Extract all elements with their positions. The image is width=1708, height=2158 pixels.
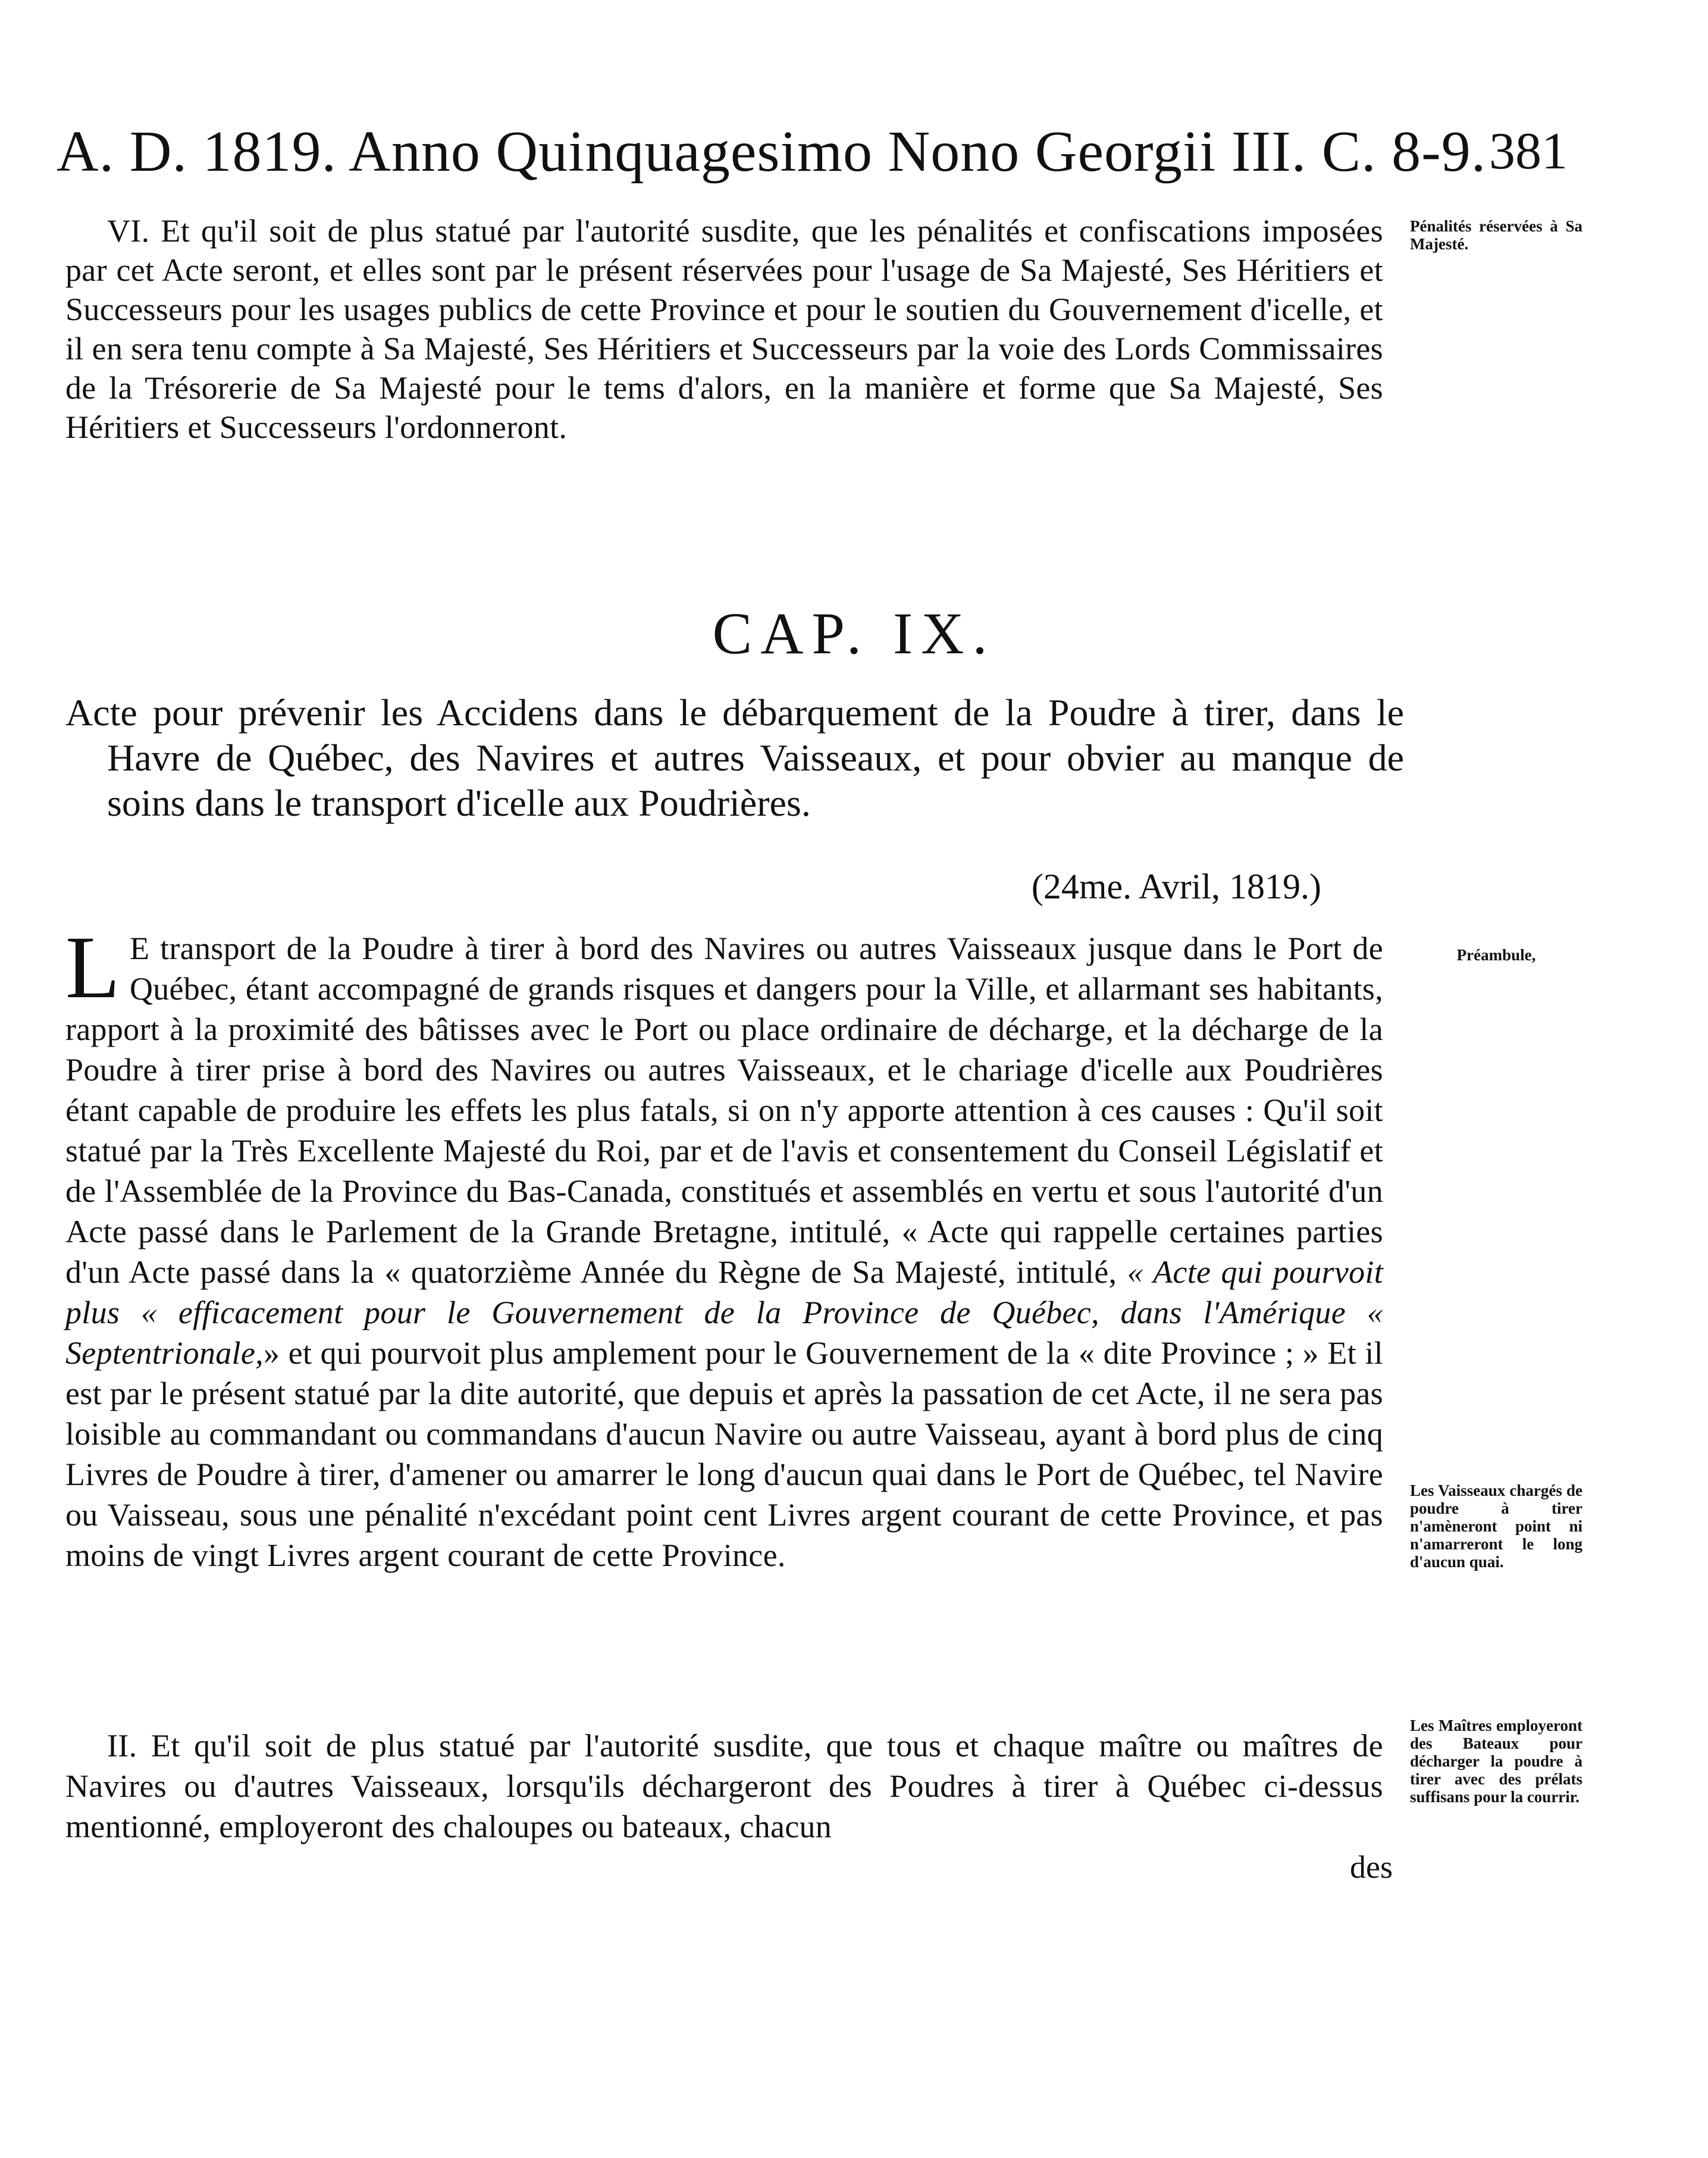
chapter-heading: CAP. IX.: [712, 600, 996, 666]
section-ii-paragraph: II. Et qu'il soit de plus statué par l'autorité susdite, que tous et chaque maître ou maîtres de Navires ou d'autres Vaisseaux, lorsqu'ils déchargeront des Poudres à tirer à Québec ci-dessus mentionné, employeront des chaloupes ou bateaux, chacun: [65, 1728, 1383, 1844]
margin-note-preambule: Préambule,: [1456, 946, 1536, 964]
page-number: 381: [1489, 123, 1568, 180]
margin-note-maitres: Les Maîtres employeront des Bateaux pour décharger la poudre à tirer avec des prélats suffisans pour la courrir.: [1410, 1717, 1582, 1806]
preamble-text-a: E transport de la Poudre à tirer à bord des Navires ou autres Vaisseaux jusque dans le Port de Québec, étant accompagné de grands risques et dangers pour la Ville, et allarmant ses habitants, rapport à la proximité des bâtisses avec le Port ou place ordinaire de décharge, et la décharge de la Poudre à tirer prise à bord des Navires ou autres Vaisseaux, et le chariage d'icelle aux Poudrières étant capable de produire les effets les plus fatals, si on n'y apporte attention à ces causes : Qu'il soit statué par la Très Excellente Majesté du Roi, par et de l'avis et consentement du Conseil Législatif et de l'Assemblée de la Province du Bas-Canada, constitués et assemblés en vertu et sous l'autorité d'un Acte passé dans le Parlement de la Grande Bretagne, intitulé, « Acte qui rappelle certaines parties d'un Acte passé dans la « quatorzième Année du Règne de Sa Majesté, intitulé,: [65, 931, 1383, 1290]
catchword: des: [1350, 1849, 1393, 1885]
page-header: [57, 110, 1568, 193]
act-title: Acte pour prévenir les Accidens dans le débarquement de la Poudre à tirer, dans le Havre de Québec, des Navires et autres Vaisseaux, et pour obvier au manque de soins dans le transport d'icelle aux Poudrières.: [65, 691, 1404, 824]
drop-cap: L: [65, 918, 120, 1017]
margin-note-vaisseaux: Les Vaisseaux chargés de poudre à tirer n'amèneront point ni n'amarreront le long d'aucun quai.: [1410, 1482, 1582, 1571]
margin-note-penalites: Pénalités réservées à Sa Majesté.: [1410, 217, 1582, 253]
section-vi-paragraph: VI. Et qu'il soit de plus statué par l'autorité susdite, que les pénalités et confiscations imposées par cet Acte seront, et elles sont par le présent réservées pour l'usage de Sa Majesté, Ses Héritiers et Successeurs pour les usages publics de cette Province et pour le soutien du Gouvernement d'icelle, et il en sera tenu compte à Sa Majesté, Ses Héritiers et Successeurs par la voie des Lords Commissaires de la Trésorerie de Sa Majesté pour le tems d'alors, en la manière et forme que Sa Majesté, Ses Héritiers et Successeurs l'ordonneront.: [65, 213, 1383, 445]
preamble-text-b: » et qui pourvoit plus amplement pour le Gouvernement de la « dite Province ; » Et il est par le présent statué par la dite autorité, que depuis et après la passation de cet Acte, il ne sera pas loisible au commandant ou commandans d'aucun Navire ou autre Vaisseau, ayant à bord plus de cinq Livres de Poudre à tirer, d'amener ou amarrer le long d'aucun quai dans le Port de Québec, tel Navire ou Vaisseau, sous une pénalité n'excédant point cent Livres argent courant de cette Province, et pas moins de vingt Livres argent courant de cette Province.: [65, 1335, 1383, 1573]
preamble-paragraph: [65, 918, 1384, 1576]
running-title: A. D. 1819. Anno Quinquagesimo Nono Georgii III. C. 8-9.: [57, 120, 1487, 184]
act-date: (24me. Avril, 1819.): [1031, 867, 1321, 906]
preamble-text-italic: « Acte qui pourvoit plus « efficacement pour le Gouvernement de la Province de Québec, dans l'Amérique « Septentrionale,: [65, 1254, 1384, 1371]
